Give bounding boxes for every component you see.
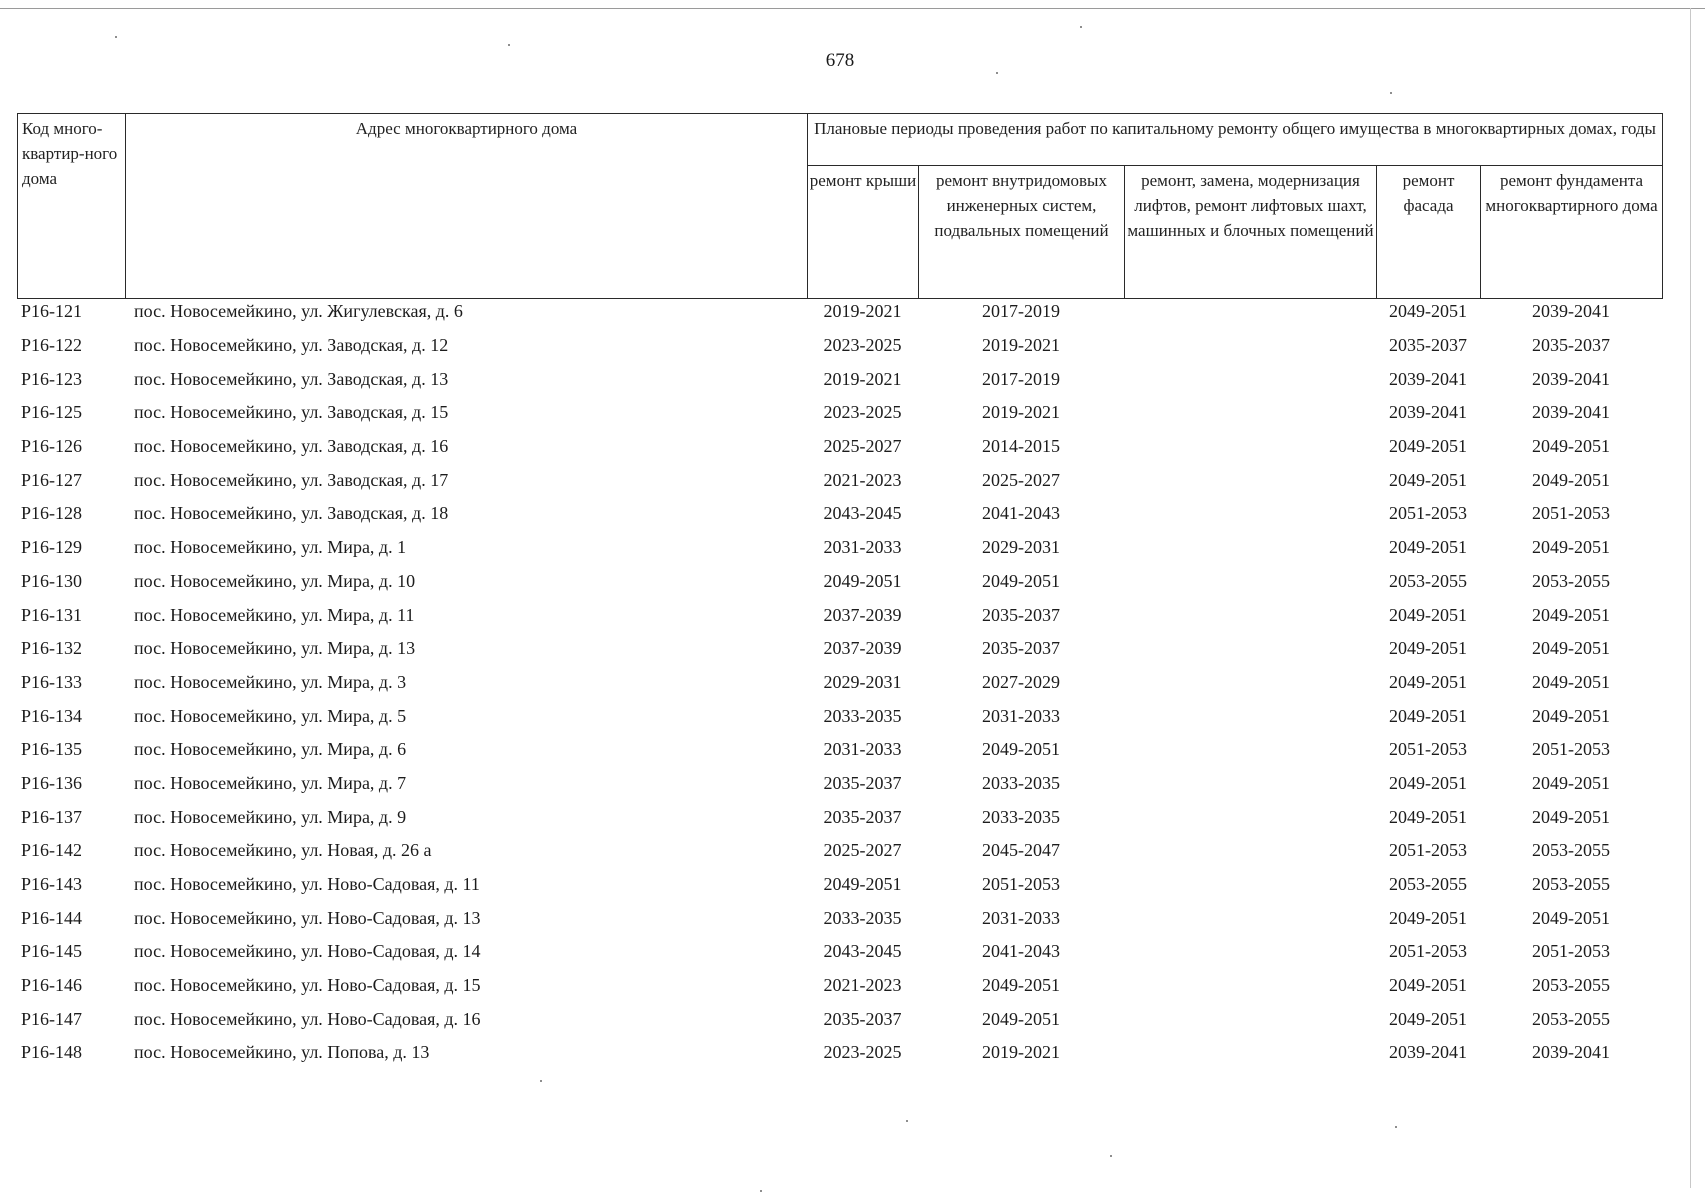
- cell-foundation: 2049-2051: [1532, 705, 1610, 726]
- cell-code: P16-131: [21, 604, 83, 625]
- cell-elevators: [1124, 901, 1376, 935]
- cell-foundation: 2039-2041: [1532, 301, 1610, 322]
- cell-address: пос. Новосемейкино, ул. Мира, д. 10: [134, 570, 416, 591]
- table-row: [17, 733, 1662, 767]
- scan-speck: [996, 72, 998, 74]
- cell-elevators: [1124, 733, 1376, 767]
- table-row: [17, 699, 1662, 733]
- scan-speck: [760, 1190, 762, 1192]
- cell-code: P16-123: [21, 368, 83, 389]
- cell-foundation: 2049-2051: [1532, 469, 1610, 490]
- cell-engineering: 2029-2031: [982, 537, 1060, 558]
- cell-address: пос. Новосемейкино, ул. Мира, д. 13: [134, 638, 416, 659]
- cell-address: пос. Новосемейкино, ул. Заводская, д. 17: [134, 469, 449, 490]
- cell-elevators: [1124, 800, 1376, 834]
- cell-elevators: [1124, 430, 1376, 464]
- cell-roof: 2043-2045: [823, 941, 902, 962]
- cell-elevators: [1124, 767, 1376, 801]
- cell-address: пос. Новосемейкино, ул. Заводская, д. 18: [134, 503, 449, 524]
- cell-code: P16-146: [21, 975, 83, 996]
- table-row: [17, 362, 1662, 396]
- table-row: [17, 598, 1662, 632]
- table-row: [17, 396, 1662, 430]
- cell-facade: 2049-2051: [1389, 907, 1467, 928]
- table-row: [17, 430, 1662, 464]
- header-address: Адрес многоквартирного дома: [126, 114, 808, 299]
- cell-facade: 2051-2053: [1389, 503, 1467, 524]
- cell-elevators: [1124, 1036, 1376, 1070]
- cell-code: P16-148: [21, 1042, 83, 1063]
- cell-engineering: 2019-2021: [982, 335, 1060, 356]
- table-row: [17, 1036, 1662, 1070]
- cell-elevators: [1124, 699, 1376, 733]
- cell-elevators: [1124, 463, 1376, 497]
- cell-code: P16-122: [21, 335, 83, 356]
- cell-roof: 2035-2037: [823, 1008, 902, 1029]
- cell-roof: 2029-2031: [823, 671, 902, 692]
- cell-roof: 2037-2039: [823, 604, 902, 625]
- scan-speck: [115, 36, 117, 38]
- cell-code: P16-147: [21, 1008, 83, 1029]
- cell-facade: 2049-2051: [1389, 806, 1467, 827]
- table-row: [17, 767, 1662, 801]
- table-row: [17, 565, 1662, 599]
- cell-facade: 2049-2051: [1389, 301, 1467, 322]
- cell-roof: 2019-2021: [823, 301, 902, 322]
- cell-engineering: 2045-2047: [982, 840, 1060, 861]
- cell-engineering: 2049-2051: [982, 570, 1060, 591]
- cell-elevators: [1124, 935, 1376, 969]
- cell-address: пос. Новосемейкино, ул. Новая, д. 26 а: [134, 840, 432, 861]
- cell-facade: 2049-2051: [1389, 975, 1467, 996]
- cell-address: пос. Новосемейкино, ул. Мира, д. 7: [134, 772, 407, 793]
- cell-roof: 2035-2037: [823, 806, 902, 827]
- cell-elevators: [1124, 295, 1376, 329]
- cell-foundation: 2049-2051: [1532, 907, 1610, 928]
- table-row: [17, 329, 1662, 363]
- scan-edge-right: [1690, 8, 1691, 1188]
- cell-address: пос. Новосемейкино, ул. Ново-Садовая, д. 13: [134, 907, 481, 928]
- cell-elevators: [1124, 531, 1376, 565]
- cell-engineering: 2041-2043: [982, 941, 1060, 962]
- scan-speck: [1390, 92, 1392, 94]
- cell-engineering: 2031-2033: [982, 705, 1060, 726]
- cell-roof: 2033-2035: [823, 907, 902, 928]
- cell-engineering: 2035-2037: [982, 638, 1060, 659]
- cell-engineering: 2049-2051: [982, 975, 1060, 996]
- cell-facade: 2035-2037: [1389, 335, 1467, 356]
- cell-engineering: 2017-2019: [982, 368, 1060, 389]
- table-row: [17, 868, 1662, 902]
- cell-facade: 2049-2051: [1389, 1008, 1467, 1029]
- cell-address: пос. Новосемейкино, ул. Мира, д. 1: [134, 537, 407, 558]
- table-row: [17, 834, 1662, 868]
- page-number: 678: [825, 50, 855, 71]
- header-engineering: ремонт внутридомовых инженерных систем, подвальных помещений: [919, 166, 1125, 299]
- cell-address: пос. Новосемейкино, ул. Жигулевская, д. 6: [134, 301, 463, 322]
- cell-address: пос. Новосемейкино, ул. Заводская, д. 12: [134, 335, 449, 356]
- cell-code: P16-132: [21, 638, 83, 659]
- cell-foundation: 2053-2055: [1532, 1008, 1610, 1029]
- cell-foundation: 2049-2051: [1532, 806, 1610, 827]
- table-header: [17, 113, 1663, 299]
- scan-speck: [540, 1080, 542, 1082]
- cell-engineering: 2031-2033: [982, 907, 1060, 928]
- cell-elevators: [1124, 497, 1376, 531]
- cell-foundation: 2051-2053: [1532, 739, 1610, 760]
- cell-foundation: 2049-2051: [1532, 537, 1610, 558]
- cell-foundation: 2035-2037: [1532, 335, 1610, 356]
- cell-code: P16-125: [21, 402, 83, 423]
- header-foundation: ремонт фундамента многоквартирного дома: [1481, 166, 1663, 299]
- cell-code: P16-136: [21, 772, 83, 793]
- table-row: [17, 666, 1662, 700]
- scan-speck: [906, 1120, 908, 1122]
- cell-roof: 2031-2033: [823, 739, 902, 760]
- cell-engineering: 2033-2035: [982, 806, 1060, 827]
- cell-roof: 2019-2021: [823, 368, 902, 389]
- cell-facade: 2049-2051: [1389, 537, 1467, 558]
- cell-facade: 2049-2051: [1389, 671, 1467, 692]
- cell-address: пос. Новосемейкино, ул. Ново-Садовая, д. 16: [134, 1008, 481, 1029]
- cell-elevators: [1124, 834, 1376, 868]
- cell-elevators: [1124, 666, 1376, 700]
- table-row: [17, 295, 1662, 329]
- cell-address: пос. Новосемейкино, ул. Мира, д. 9: [134, 806, 407, 827]
- cell-elevators: [1124, 598, 1376, 632]
- cell-foundation: 2039-2041: [1532, 1042, 1610, 1063]
- cell-foundation: 2053-2055: [1532, 840, 1610, 861]
- cell-facade: 2049-2051: [1389, 772, 1467, 793]
- cell-foundation: 2053-2055: [1532, 570, 1610, 591]
- cell-facade: 2053-2055: [1389, 570, 1467, 591]
- cell-roof: 2023-2025: [823, 1042, 902, 1063]
- cell-engineering: 2035-2037: [982, 604, 1060, 625]
- cell-facade: 2051-2053: [1389, 840, 1467, 861]
- cell-code: P16-133: [21, 671, 83, 692]
- cell-code: P16-128: [21, 503, 83, 524]
- cell-facade: 2039-2041: [1389, 402, 1467, 423]
- cell-roof: 2049-2051: [823, 570, 902, 591]
- cell-foundation: 2039-2041: [1532, 368, 1610, 389]
- cell-elevators: [1124, 565, 1376, 599]
- cell-address: пос. Новосемейкино, ул. Заводская, д. 13: [134, 368, 449, 389]
- scan-speck: [508, 44, 510, 46]
- table-row: [17, 969, 1662, 1003]
- header-code: Код много-квартир-ного дома: [18, 114, 126, 299]
- cell-engineering: 2041-2043: [982, 503, 1060, 524]
- cell-engineering: 2049-2051: [982, 1008, 1060, 1029]
- cell-elevators: [1124, 969, 1376, 1003]
- scan-edge-top: [0, 8, 1705, 9]
- cell-code: P16-127: [21, 469, 83, 490]
- cell-facade: 2039-2041: [1389, 368, 1467, 389]
- table-row: [17, 632, 1662, 666]
- cell-address: пос. Новосемейкино, ул. Мира, д. 11: [134, 604, 415, 625]
- table-row: [17, 531, 1662, 565]
- table-row: [17, 800, 1662, 834]
- cell-elevators: [1124, 396, 1376, 430]
- cell-engineering: 2017-2019: [982, 301, 1060, 322]
- cell-roof: 2033-2035: [823, 705, 902, 726]
- table-row: [17, 463, 1662, 497]
- table-body: [17, 295, 1662, 1070]
- header-elevators: ремонт, замена, модернизация лифтов, ремонт лифтовых шахт, машинных и блочных помещений: [1125, 166, 1377, 299]
- cell-foundation: 2049-2051: [1532, 772, 1610, 793]
- cell-address: пос. Новосемейкино, ул. Ново-Садовая, д. 11: [134, 874, 480, 895]
- cell-foundation: 2049-2051: [1532, 436, 1610, 457]
- cell-address: пос. Новосемейкино, ул. Заводская, д. 16: [134, 436, 449, 457]
- cell-facade: 2049-2051: [1389, 436, 1467, 457]
- cell-engineering: 2019-2021: [982, 402, 1060, 423]
- cell-roof: 2049-2051: [823, 874, 902, 895]
- cell-code: P16-135: [21, 739, 83, 760]
- cell-code: P16-134: [21, 705, 83, 726]
- cell-roof: 2025-2027: [823, 840, 902, 861]
- cell-foundation: 2049-2051: [1532, 604, 1610, 625]
- cell-facade: 2049-2051: [1389, 638, 1467, 659]
- cell-foundation: 2053-2055: [1532, 874, 1610, 895]
- cell-roof: 2035-2037: [823, 772, 902, 793]
- cell-foundation: 2051-2053: [1532, 503, 1610, 524]
- table-row: [17, 1002, 1662, 1036]
- header-periods-group: Плановые периоды проведения работ по капитальному ремонту общего имущества в многоквартирных домах, годы: [808, 114, 1663, 166]
- cell-code: P16-129: [21, 537, 83, 558]
- scan-speck: [1395, 1126, 1397, 1128]
- cell-address: пос. Новосемейкино, ул. Ново-Садовая, д. 15: [134, 975, 481, 996]
- cell-code: P16-121: [21, 301, 83, 322]
- cell-foundation: 2053-2055: [1532, 975, 1610, 996]
- cell-roof: 2021-2023: [823, 975, 902, 996]
- cell-elevators: [1124, 362, 1376, 396]
- cell-code: P16-142: [21, 840, 83, 861]
- cell-engineering: 2019-2021: [982, 1042, 1060, 1063]
- cell-code: P16-145: [21, 941, 83, 962]
- cell-engineering: 2033-2035: [982, 772, 1060, 793]
- table-row: [17, 901, 1662, 935]
- cell-elevators: [1124, 632, 1376, 666]
- cell-address: пос. Новосемейкино, ул. Заводская, д. 15: [134, 402, 449, 423]
- cell-engineering: 2025-2027: [982, 469, 1060, 490]
- cell-address: пос. Новосемейкино, ул. Ново-Садовая, д. 14: [134, 941, 481, 962]
- cell-code: P16-130: [21, 570, 83, 591]
- scan-speck: [1080, 26, 1082, 28]
- cell-code: P16-144: [21, 907, 83, 928]
- cell-engineering: 2051-2053: [982, 874, 1060, 895]
- cell-roof: 2021-2023: [823, 469, 902, 490]
- table-row: [17, 935, 1662, 969]
- cell-address: пос. Новосемейкино, ул. Попова, д. 13: [134, 1042, 430, 1063]
- cell-facade: 2053-2055: [1389, 874, 1467, 895]
- cell-roof: 2023-2025: [823, 402, 902, 423]
- cell-roof: 2025-2027: [823, 436, 902, 457]
- cell-code: P16-143: [21, 874, 83, 895]
- cell-address: пос. Новосемейкино, ул. Мира, д. 6: [134, 739, 407, 760]
- cell-foundation: 2049-2051: [1532, 671, 1610, 692]
- cell-address: пос. Новосемейкино, ул. Мира, д. 5: [134, 705, 407, 726]
- cell-engineering: 2049-2051: [982, 739, 1060, 760]
- cell-address: пос. Новосемейкино, ул. Мира, д. 3: [134, 671, 407, 692]
- cell-facade: 2049-2051: [1389, 604, 1467, 625]
- cell-facade: 2049-2051: [1389, 705, 1467, 726]
- cell-roof: 2037-2039: [823, 638, 902, 659]
- cell-engineering: 2014-2015: [982, 436, 1060, 457]
- cell-elevators: [1124, 329, 1376, 363]
- cell-elevators: [1124, 868, 1376, 902]
- scan-speck: [1110, 1155, 1112, 1157]
- cell-facade: 2039-2041: [1389, 1042, 1467, 1063]
- cell-foundation: 2051-2053: [1532, 941, 1610, 962]
- cell-code: P16-126: [21, 436, 83, 457]
- cell-facade: 2051-2053: [1389, 739, 1467, 760]
- cell-facade: 2051-2053: [1389, 941, 1467, 962]
- cell-foundation: 2039-2041: [1532, 402, 1610, 423]
- cell-roof: 2031-2033: [823, 537, 902, 558]
- cell-roof: 2023-2025: [823, 335, 902, 356]
- cell-elevators: [1124, 1002, 1376, 1036]
- header-facade: ремонт фасада: [1377, 166, 1481, 299]
- table-row: [17, 497, 1662, 531]
- header-roof: ремонт крыши: [808, 166, 919, 299]
- cell-foundation: 2049-2051: [1532, 638, 1610, 659]
- cell-roof: 2043-2045: [823, 503, 902, 524]
- cell-engineering: 2027-2029: [982, 671, 1060, 692]
- cell-facade: 2049-2051: [1389, 469, 1467, 490]
- cell-code: P16-137: [21, 806, 83, 827]
